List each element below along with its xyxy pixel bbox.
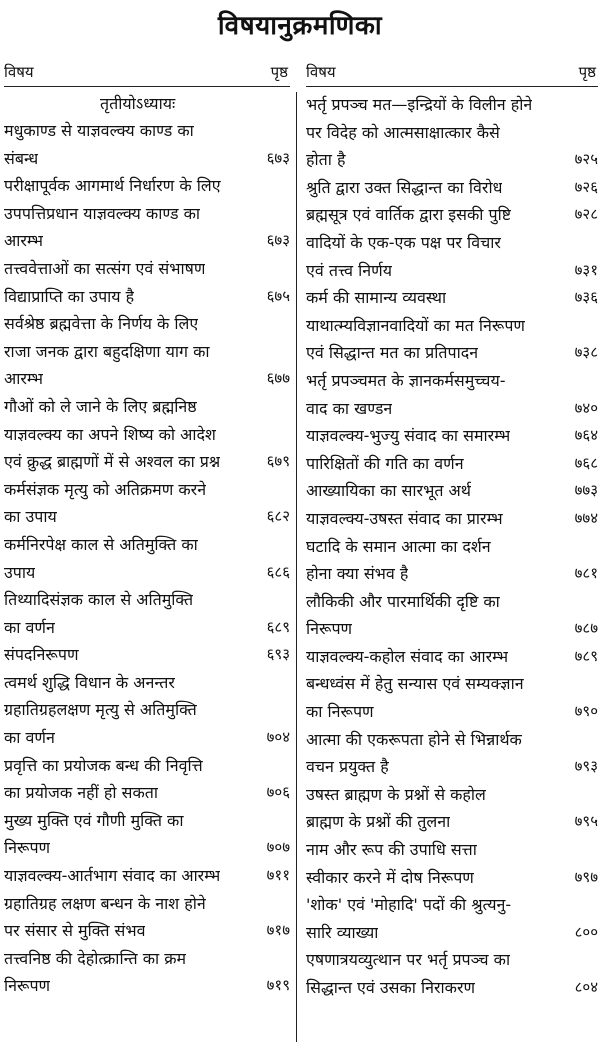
toc-entry-line [4, 310, 290, 338]
page-number: ७६८ [574, 453, 598, 472]
entry-text: परीक्षापूर्वक आगमार्थ निर्धारण के लिए [4, 176, 221, 196]
toc-entry-line [4, 586, 290, 614]
toc-entry-line [306, 312, 598, 340]
entry-text: सिद्धान्त एवं उसका निराकरण [306, 978, 476, 997]
entry-text: कर्मनिरपेक्ष काल से अतिमुक्ति का [4, 534, 198, 554]
entry-text: याज्ञवल्क्य-कहोल संवाद का आरम्भ [306, 646, 509, 666]
toc-entry-line [4, 421, 290, 449]
toc-entry-line [4, 338, 290, 366]
toc-entry-line [4, 945, 290, 973]
toc-entry [4, 641, 290, 669]
entry-text: पर विदेह को आत्मसाक्षात्कार कैसे [306, 122, 500, 142]
entry-text: उषस्त ब्राह्मण के प्रश्नों से कहोल [306, 784, 486, 804]
entry-text: तिथ्यादिसंज्ञक काल से अतिमुक्ति [4, 590, 194, 610]
entry-text: सर्वश्रेष्ठ ब्रह्मवेत्ता के निर्णय के लिए [4, 314, 199, 334]
entry-text: गौओं को ले जाने के लिए ब्रह्मनिष्ठ [4, 396, 197, 416]
column-divider [296, 92, 297, 1042]
entry-text: का वर्णन [4, 728, 55, 748]
toc-entry-line [4, 503, 290, 531]
toc-right-column [306, 60, 598, 1002]
entry-text: निरूपण [306, 619, 353, 639]
toc-entry-list [4, 117, 290, 1000]
toc-entry [4, 531, 290, 586]
page-number: ७०७ [266, 838, 290, 857]
toc-entry-line [306, 91, 598, 119]
toc-entry [4, 752, 290, 807]
toc-entry [306, 201, 598, 229]
entry-text: याज्ञवल्क्य-भुज्यु संवाद का समारम्भ [306, 426, 511, 446]
entry-text: लौकिकी और पारमार्थिकी दृष्टि का [306, 591, 500, 611]
toc-entry-line [4, 862, 290, 890]
toc-entry-line [306, 808, 598, 836]
entry-text: मधुकाण्ड से याज्ञवल्क्य काण्ड का [4, 121, 194, 140]
toc-entry [4, 310, 290, 393]
page-number: ७८१ [574, 564, 598, 583]
toc-entry-line [4, 696, 290, 724]
toc-entry-line [306, 257, 598, 285]
toc-entry-line [306, 146, 598, 174]
page-title: विषयानुक्रमणिका [217, 11, 383, 41]
entry-text: एवं क्रुद्ध ब्राह्मणों में से अश्वल का प्रश्न [4, 452, 221, 472]
entry-text: होना क्या संभव है [306, 564, 409, 584]
toc-entry [306, 891, 598, 946]
entry-text: संपदनिरूपण [4, 645, 79, 665]
entry-text: स्वीकार करने में दोष निरूपण [306, 867, 474, 887]
entry-text: याज्ञवल्क्य-आर्तभाग संवाद का आरम्भ [4, 866, 221, 886]
column-header [4, 60, 290, 87]
toc-entry-line [306, 533, 598, 561]
entry-text: बन्धध्वंस में हेतु सन्यास एवं सम्यक्ज्ञान [306, 674, 524, 694]
page-number: ६८९ [266, 617, 290, 636]
toc-entry-line [306, 726, 598, 754]
toc-entry-line [306, 836, 598, 864]
toc-entry-line [4, 752, 290, 780]
entry-text: नाम और रूप की उपाधि सत्ता [306, 840, 477, 860]
toc-entry-line [4, 779, 290, 807]
toc-entry-list [306, 91, 598, 1002]
toc-entry-line [4, 448, 290, 476]
page-number: ७९० [574, 702, 598, 721]
toc-entry-line [306, 395, 598, 423]
toc-entry-line [306, 946, 598, 974]
toc-entry-line [306, 560, 598, 588]
entry-text: ग्रहातिग्रहलक्षण मृत्यु से अतिमुक्ति [4, 700, 197, 720]
page-number: ६७३ [266, 231, 290, 250]
entry-text: राजा जनक द्वारा बहुदक्षिणा याग का [4, 341, 210, 361]
toc-entry-line [4, 283, 290, 311]
entry-text: निरूपण [4, 976, 51, 996]
toc-entry-line [4, 972, 290, 1000]
toc-entry-line [4, 890, 290, 918]
chapter-heading: तृतीयोऽध्यायः [100, 94, 176, 113]
toc-entry-line [306, 974, 598, 1002]
page-number: ७७४ [574, 508, 598, 527]
toc-entry-line [4, 669, 290, 697]
toc-entry-line [306, 781, 598, 809]
toc-entry-line [306, 615, 598, 643]
entry-text: वाद का खण्डन [306, 398, 393, 418]
toc-entry-line [4, 365, 290, 393]
toc-entry-line [306, 477, 598, 505]
toc-entry [306, 174, 598, 202]
toc-entry [306, 505, 598, 533]
toc-entry-line [4, 559, 290, 587]
page-number: ६८६ [266, 562, 290, 581]
entry-text: मुख्य मुक्ति एवं गौणी मुक्ति का [4, 810, 184, 830]
toc-entry-line [306, 670, 598, 698]
page-number: ८०४ [574, 978, 598, 996]
entry-text: होता है [306, 150, 346, 170]
toc-entry [306, 670, 598, 725]
toc-entry-line [4, 531, 290, 559]
page-number: ७४० [574, 398, 598, 417]
toc-entry [306, 946, 598, 1001]
toc-entry [306, 781, 598, 836]
entry-text: वादियों के एक-एक पक्ष पर विचार [306, 232, 501, 252]
page-number: ६७९ [266, 452, 290, 471]
page-heading: पृष्ठ [270, 63, 288, 81]
toc-entry [4, 669, 290, 752]
toc-entry-line [306, 864, 598, 892]
entry-text: तत्त्ववेत्ताओं का सत्संग एवं संभाषण [4, 258, 206, 278]
toc-entry [306, 312, 598, 367]
entry-text: श्रुति द्वारा उक्त सिद्धान्त का विरोध [306, 177, 503, 197]
toc-entry [306, 367, 598, 422]
toc-entry-line [306, 505, 598, 533]
entry-text: पर संसार से मुक्ति संभव [4, 921, 146, 941]
entry-text: 'शोक' एवं 'मोहादि' पदों की श्रुत्यनु- [306, 895, 512, 915]
toc-entry-line [4, 807, 290, 835]
page-number: ७३१ [574, 260, 598, 279]
toc-entry [306, 836, 598, 864]
entry-text: आख्यायिका का सारभूत अर्थ [306, 481, 472, 501]
entry-text: कर्म की सामान्य व्यवस्था [306, 288, 447, 308]
toc-entry [4, 393, 290, 476]
toc-entry-line [306, 229, 598, 257]
page-number: ७१७ [266, 921, 290, 940]
entry-text: भर्तृ प्रपञ्च मत—इन्द्रियों के विलीन होने [306, 95, 533, 114]
toc-entry [4, 586, 290, 641]
entry-text: का प्रयोजक नहीं हो सकता [4, 783, 158, 803]
entry-text: तत्त्वनिष्ठ की देहोत्क्रान्ति का क्रम [4, 948, 187, 968]
page-number: ७७३ [574, 481, 598, 500]
toc-entry-line [306, 450, 598, 478]
entry-text: घटादि के समान आत्मा का दर्शन [306, 536, 491, 556]
toc-entry [306, 477, 598, 505]
entry-text: याथात्म्यविज्ञानवादियों का मत निरूपण [306, 315, 526, 335]
entry-text: का उपाय [4, 507, 57, 527]
page-number: ७०६ [266, 783, 290, 802]
entry-text: याज्ञवल्क्य का अपने शिष्य को आदेश [4, 424, 216, 444]
entry-text: वचन प्रयुक्त है [306, 757, 389, 777]
entry-text: भर्तृ प्रपञ्चमत के ज्ञानकर्मसमुच्चय- [306, 370, 506, 390]
page-number: ७८९ [574, 646, 598, 665]
toc-entry-line [4, 172, 290, 200]
page-number: ७११ [266, 866, 290, 885]
page-number: ७९५ [574, 812, 598, 831]
entry-text: पारिक्षितों की गति का वर्णन [306, 453, 464, 473]
entry-text: आरम्भ [4, 369, 43, 389]
entry-text: का निरूपण [306, 702, 374, 722]
page-number: ७९७ [574, 867, 598, 886]
toc-entry-line [306, 919, 598, 947]
entry-text: ग्रहातिग्रह लक्षण बन्धन के नाश होने [4, 893, 206, 913]
toc-entry-line [306, 891, 598, 919]
toc-entry-line [306, 339, 598, 367]
page-number: ६८२ [266, 507, 290, 526]
page-number: ७२६ [574, 177, 598, 196]
toc-entry [306, 588, 598, 643]
toc-entry [306, 864, 598, 892]
page-number: ७२५ [574, 150, 598, 169]
toc-entry [306, 422, 598, 450]
toc-entry-line [306, 174, 598, 202]
page-number: ६७३ [266, 148, 290, 167]
toc-entry [306, 284, 598, 312]
page-number: ७६४ [574, 426, 598, 445]
toc-entry [4, 807, 290, 862]
entry-text: याज्ञवल्क्य-उषस्त संवाद का प्रारम्भ [306, 508, 503, 528]
page-number: ७९३ [574, 757, 598, 776]
toc-entry [4, 890, 290, 945]
toc-entry [306, 229, 598, 284]
entry-text: आरम्भ [4, 231, 43, 251]
toc-entry-line [306, 367, 598, 395]
toc-entry-line [4, 117, 290, 145]
toc-entry-line [306, 643, 598, 671]
toc-entry [4, 172, 290, 255]
page-number: ८०० [574, 922, 598, 941]
toc-entry [4, 476, 290, 531]
toc-entry-line [4, 917, 290, 945]
toc-left-column [4, 60, 290, 1000]
toc-entry-line [306, 753, 598, 781]
entry-text: एवं सिद्धान्त मत का प्रतिपादन [306, 343, 479, 363]
column-header [306, 60, 598, 87]
toc-entry [306, 643, 598, 671]
entry-text: निरूपण [4, 838, 51, 858]
toc-entry-line [306, 422, 598, 450]
toc-entry-line [306, 284, 598, 312]
entry-text: कर्मसंज्ञक मृत्यु को अतिक्रमण करने [4, 479, 207, 499]
page-heading: पृष्ठ [578, 63, 596, 81]
toc-entry [306, 726, 598, 781]
toc-entry-line [4, 393, 290, 421]
toc-entry-line [4, 145, 290, 173]
toc-entry-line [4, 200, 290, 228]
entry-text: का वर्णन [4, 617, 55, 637]
page-number: ६७५ [266, 286, 290, 305]
toc-entry-line [4, 255, 290, 283]
entry-text: त्वमर्थ शुद्धि विधान के अनन्तर [4, 672, 175, 692]
page-number: ७१९ [266, 976, 290, 995]
toc-entry-line [306, 588, 598, 616]
toc-entry [4, 862, 290, 890]
entry-text: एवं तत्त्व निर्णय [306, 260, 392, 280]
toc-entry-line [4, 834, 290, 862]
toc-entry-line [4, 476, 290, 504]
toc-entry-line [4, 724, 290, 752]
toc-entry-line [306, 698, 598, 726]
entry-text: आत्मा की एकरूपता होने से भिन्नार्थक [306, 729, 522, 749]
subject-heading: विषय [306, 63, 336, 81]
toc-entry-line [4, 614, 290, 642]
page-number: ७२८ [574, 205, 598, 224]
subject-heading: विषय [4, 63, 34, 81]
entry-text: उपपत्तिप्रधान याज्ञवल्क्य काण्ड का [4, 203, 201, 223]
page-number: ६७७ [266, 369, 290, 388]
entry-text: ब्राह्मण के प्रश्नों की तुलना [306, 812, 451, 832]
page-number: ७३८ [574, 343, 598, 362]
page-number: ७०४ [266, 728, 290, 747]
entry-text: प्रवृत्ति का प्रयोजक बन्ध की निवृत्ति [4, 755, 203, 775]
page-number: ७८७ [574, 619, 598, 638]
toc-entry [4, 945, 290, 1000]
entry-text: ब्रह्मसूत्र एवं वार्तिक द्वारा इसकी पुष्टि [306, 205, 512, 225]
toc-entry [306, 91, 598, 174]
entry-text: एषणात्रयव्युत्थान पर भर्तृ प्रपञ्च का [306, 950, 511, 970]
entry-text: संबन्ध [4, 148, 39, 168]
toc-entry [4, 255, 290, 310]
entry-text: विद्याप्राप्ति का उपाय है [4, 286, 135, 306]
toc-entry-line [306, 119, 598, 147]
toc-entry-line [4, 641, 290, 669]
toc-entry-line [306, 201, 598, 229]
toc-entry [4, 117, 290, 172]
toc-entry [306, 533, 598, 588]
toc-entry [306, 450, 598, 478]
page-number: ६९३ [266, 645, 290, 664]
entry-text: सारि व्याख्या [306, 922, 379, 942]
toc-entry-line [4, 227, 290, 255]
entry-text: उपाय [4, 562, 36, 582]
page-number: ७३६ [574, 288, 598, 307]
